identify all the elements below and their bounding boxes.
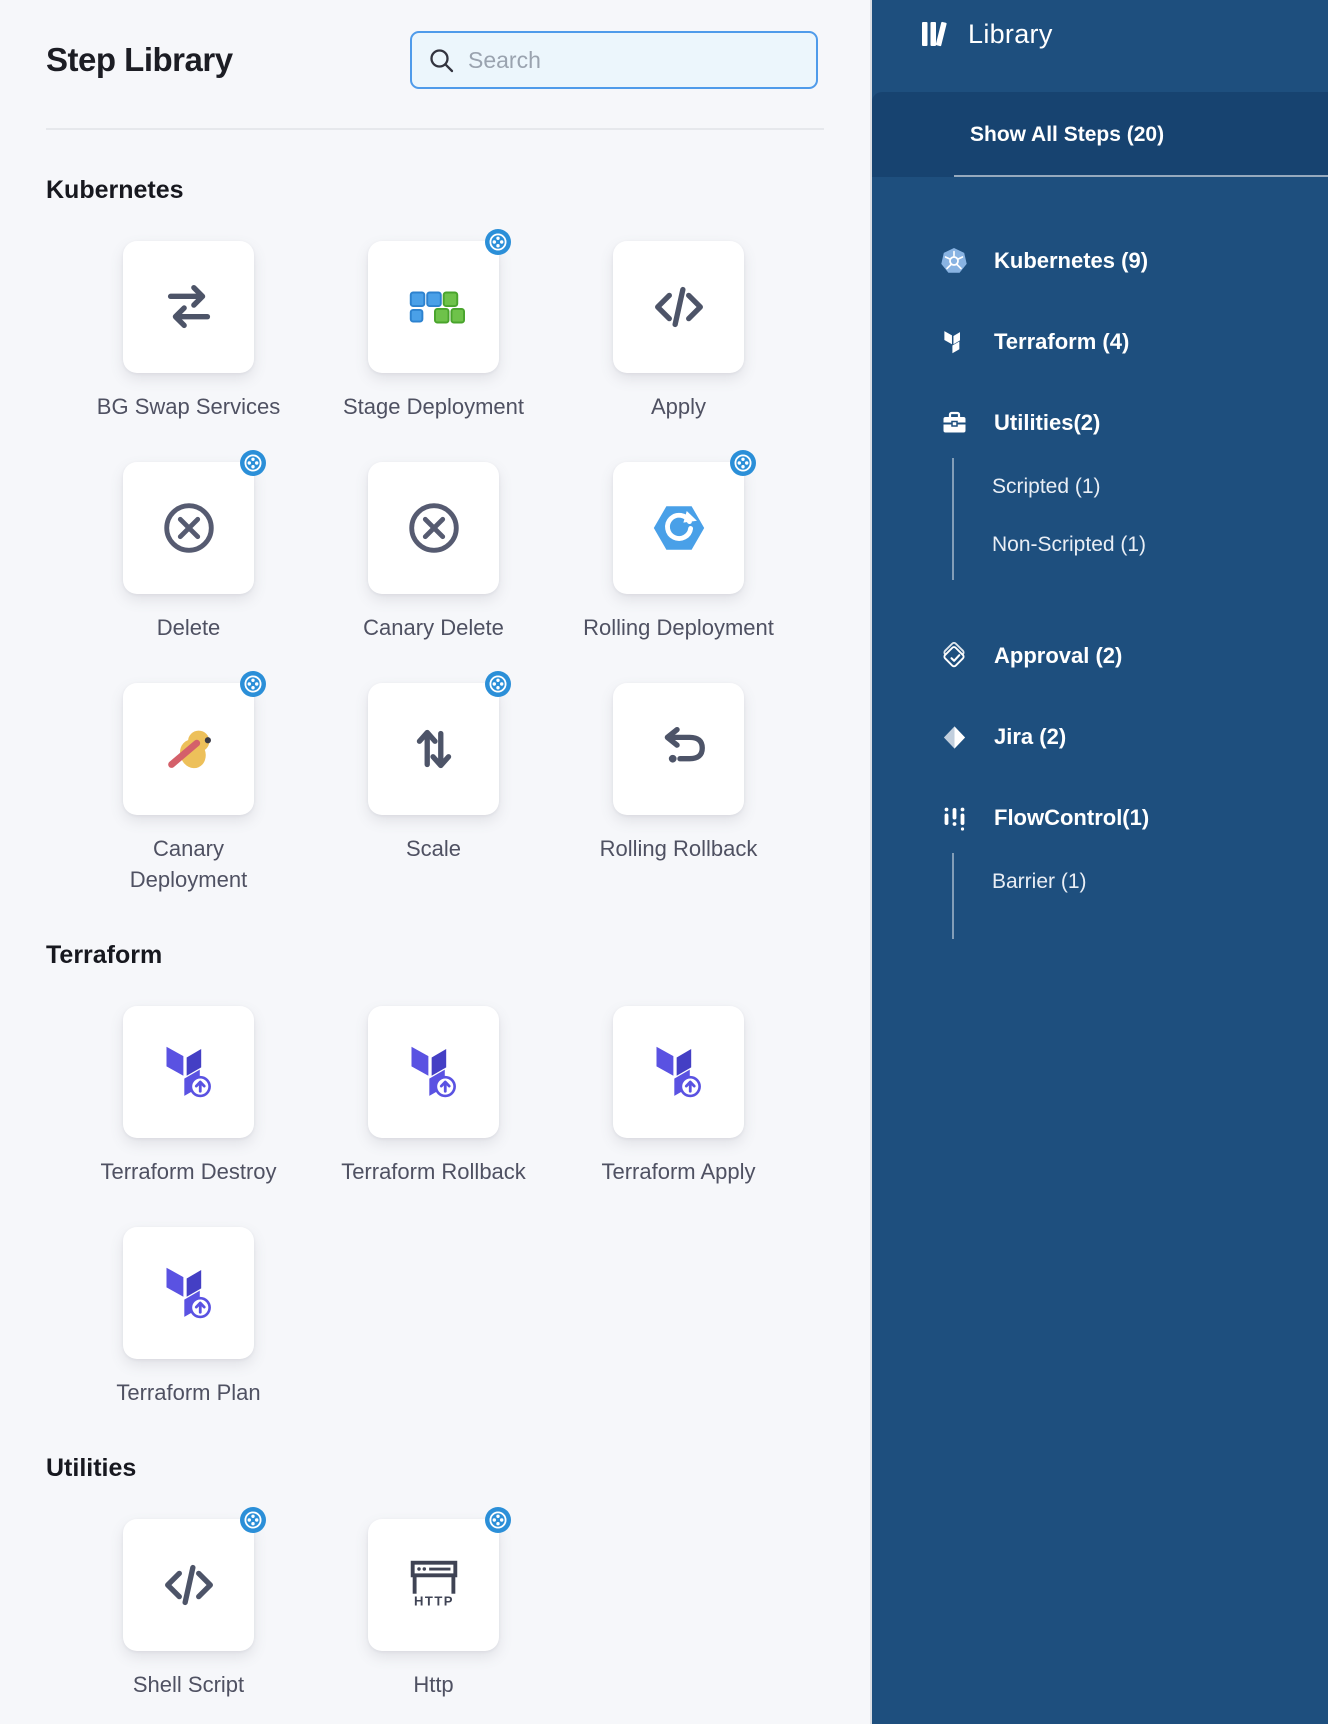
briefcase-icon	[940, 410, 968, 437]
step-cell	[311, 462, 556, 643]
step-card-label: Canary Delete	[363, 615, 504, 640]
step-card-terraform-destroy[interactable]	[123, 1006, 254, 1138]
terraform-icon	[940, 329, 968, 356]
step-card-label: Terraform Rollback	[341, 1159, 526, 1184]
terraform-card-grid	[66, 1006, 870, 1408]
sidebar-item-kubernetes[interactable]	[940, 241, 1328, 281]
terraform-icon	[649, 1042, 709, 1102]
show-all-steps-tab[interactable]	[872, 92, 1328, 177]
header-divider	[46, 128, 824, 130]
page-title: Step Library	[46, 41, 233, 78]
step-card-label: Apply	[650, 394, 707, 419]
search-input[interactable]	[468, 47, 800, 74]
step-cell	[556, 241, 801, 422]
step-cell	[66, 1006, 311, 1187]
step-card-label: Rolling Rollback	[599, 836, 758, 861]
terraform-icon	[159, 1263, 219, 1323]
step-card-http[interactable]	[368, 1519, 499, 1651]
show-all-steps-label: Show All Steps (20)	[970, 122, 1165, 146]
code-icon	[648, 276, 710, 338]
circle-cross-icon	[403, 497, 465, 559]
kubernetes-badge-icon	[240, 450, 266, 476]
step-cell	[311, 683, 556, 895]
section-heading-terraform: Terraform	[46, 941, 163, 969]
step-card-label: Canary Deployment	[129, 836, 248, 892]
step-cell	[556, 462, 801, 643]
search-icon	[428, 47, 455, 74]
step-cell	[311, 241, 556, 422]
sidebar-item-barrier[interactable]: Barrier (1)	[992, 870, 1087, 893]
kubernetes-badge-icon	[485, 1507, 511, 1533]
utilities-card-grid	[66, 1519, 870, 1700]
svg-text:HTTP: HTTP	[413, 1593, 454, 1609]
http-window-icon	[403, 1554, 465, 1616]
step-card-shell-script[interactable]	[123, 1519, 254, 1651]
kubernetes-card-grid	[66, 241, 870, 895]
sidebar-item-terraform[interactable]	[940, 322, 1328, 362]
step-cell	[66, 1519, 311, 1700]
sidebar-item-label: Jira (2)	[994, 724, 1067, 749]
kubernetes-badge-icon	[240, 671, 266, 697]
jira-icon	[940, 724, 968, 751]
step-cell	[66, 241, 311, 422]
rollback-arrow-icon	[648, 718, 710, 780]
step-card-label: BG Swap Services	[96, 394, 281, 419]
kubernetes-badge-icon	[730, 450, 756, 476]
step-cell	[556, 1006, 801, 1187]
step-cell	[66, 462, 311, 643]
utilities-subitems	[952, 458, 1328, 580]
hexagon-refresh-icon	[648, 497, 710, 559]
step-card-rolling-deployment[interactable]	[613, 462, 744, 594]
sidebar-item-approval[interactable]	[940, 636, 1328, 676]
step-card-label: Delete	[156, 615, 221, 640]
sidebar-item-jira[interactable]	[940, 717, 1328, 757]
step-card-delete[interactable]	[123, 462, 254, 594]
stage-deployment-icon	[403, 276, 465, 338]
step-cell	[556, 683, 801, 895]
step-card-apply[interactable]	[613, 241, 744, 373]
step-card-rolling-rollback[interactable]	[613, 683, 744, 815]
step-card-label: Http	[413, 1672, 454, 1697]
library-header	[872, 0, 1328, 54]
step-card-terraform-rollback[interactable]	[368, 1006, 499, 1138]
section-heading-kubernetes: Kubernetes	[46, 176, 184, 204]
sidebar-item-utilities[interactable]	[940, 403, 1328, 443]
sidebar-item-non-scripted[interactable]: Non-Scripted (1)	[992, 533, 1147, 556]
step-card-label: Scale	[405, 836, 462, 861]
sidebar-item-label: FlowControl(1)	[994, 805, 1150, 830]
terraform-icon	[404, 1042, 464, 1102]
kubernetes-icon	[940, 247, 968, 275]
step-card-scale[interactable]	[368, 683, 499, 815]
circle-cross-icon	[158, 497, 220, 559]
category-nav	[872, 177, 1328, 939]
step-card-label: Terraform Destroy	[100, 1159, 277, 1184]
step-card-stage-deployment[interactable]	[368, 241, 499, 373]
sidebar-item-scripted[interactable]: Scripted (1)	[992, 475, 1101, 498]
sidebar-item-label: Utilities(2)	[994, 410, 1101, 435]
step-card-label: Stage Deployment	[343, 394, 524, 419]
step-cell	[66, 683, 311, 895]
step-card-terraform-plan[interactable]	[123, 1227, 254, 1359]
library-sidebar	[872, 0, 1328, 1724]
search-box[interactable]	[410, 31, 818, 89]
library-icon	[918, 18, 950, 50]
sidebar-item-label: Approval (2)	[994, 643, 1123, 668]
step-card-label: Shell Script	[132, 1672, 245, 1697]
step-card-label: Terraform Apply	[601, 1159, 756, 1184]
step-card-label: Terraform Plan	[116, 1380, 261, 1405]
sidebar-item-label: Terraform (4)	[994, 329, 1130, 354]
approval-check-icon	[940, 642, 968, 670]
sliders-icon	[940, 805, 968, 832]
canary-bird-icon	[158, 718, 220, 780]
swap-arrows-icon	[158, 276, 220, 338]
step-card-bg-swap-services[interactable]	[123, 241, 254, 373]
step-card-canary-delete[interactable]	[368, 462, 499, 594]
flowcontrol-subitems	[952, 853, 1328, 939]
code-icon	[158, 1554, 220, 1616]
step-cell	[311, 1519, 556, 1700]
kubernetes-badge-icon	[485, 229, 511, 255]
step-cell	[311, 1006, 556, 1187]
step-card-label: Rolling Deployment	[583, 615, 774, 640]
step-card-canary-deployment[interactable]	[123, 683, 254, 815]
step-cell	[66, 1227, 311, 1408]
sidebar-item-label: Kubernetes (9)	[994, 248, 1149, 273]
step-library-header	[46, 30, 870, 90]
kubernetes-badge-icon	[485, 671, 511, 697]
kubernetes-badge-icon	[240, 1507, 266, 1533]
sidebar-item-flowcontrol[interactable]	[940, 798, 1328, 838]
section-heading-utilities: Utilities	[46, 1454, 137, 1482]
terraform-icon	[159, 1042, 219, 1102]
up-down-arrows-icon	[403, 718, 465, 780]
step-card-terraform-apply[interactable]	[613, 1006, 744, 1138]
sidebar-title: Library	[968, 18, 1053, 49]
